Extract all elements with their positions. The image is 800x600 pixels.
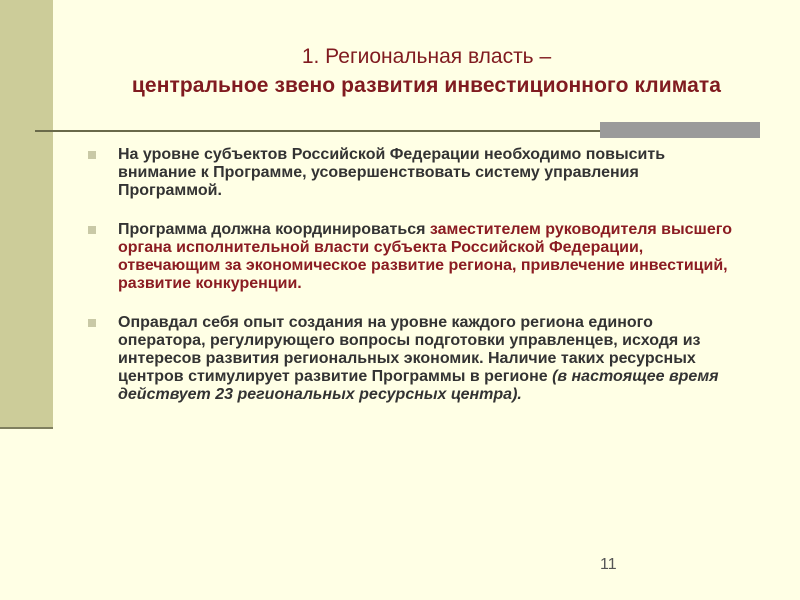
bullet-marker-icon <box>88 319 96 327</box>
bullet-text: Оправдал себя опыт создания на уровне каждого региона единого оператора, регулирующего вопросы подготовки управленцев, исходя из интересов развития региональных экономик. Наличие таких ресурсных центров стимулирует развитие Программы в регионе <box>118 314 701 385</box>
title-divider <box>35 130 604 132</box>
bullet-list <box>88 146 738 425</box>
slide-title <box>53 42 800 100</box>
bullet-marker-icon <box>88 226 96 234</box>
bullet-item-2 <box>88 221 738 293</box>
bullet-marker-icon <box>88 151 96 159</box>
bullet-highlight-text: заместителем руководителя высшего органа исполнительной власти субъекта Российской Федерации, отвечающим за экономическое развитие региона, привлечение инвестиций, развитие конкуренции. <box>118 221 733 292</box>
slide-title-line1: 1. Региональная власть – <box>301 45 552 69</box>
bullet-item-1 <box>88 146 738 200</box>
slide-title-line2: центральное звено развития инвестиционного климата <box>131 74 722 98</box>
side-decoration-bar <box>0 0 53 427</box>
title-divider-block <box>600 122 760 138</box>
bullet-italic-text: (в настоящее время действует 23 региональных ресурсных центра). <box>118 368 719 403</box>
page-number: 11 <box>600 556 617 573</box>
side-decoration-line <box>0 427 53 429</box>
bullet-text: Программа должна координироваться <box>118 221 430 238</box>
bullet-item-3 <box>88 314 738 404</box>
bullet-text: На уровне субъектов Российской Федерации необходимо повысить внимание к Программе, усовершенствовать систему управления Программой. <box>118 146 666 199</box>
